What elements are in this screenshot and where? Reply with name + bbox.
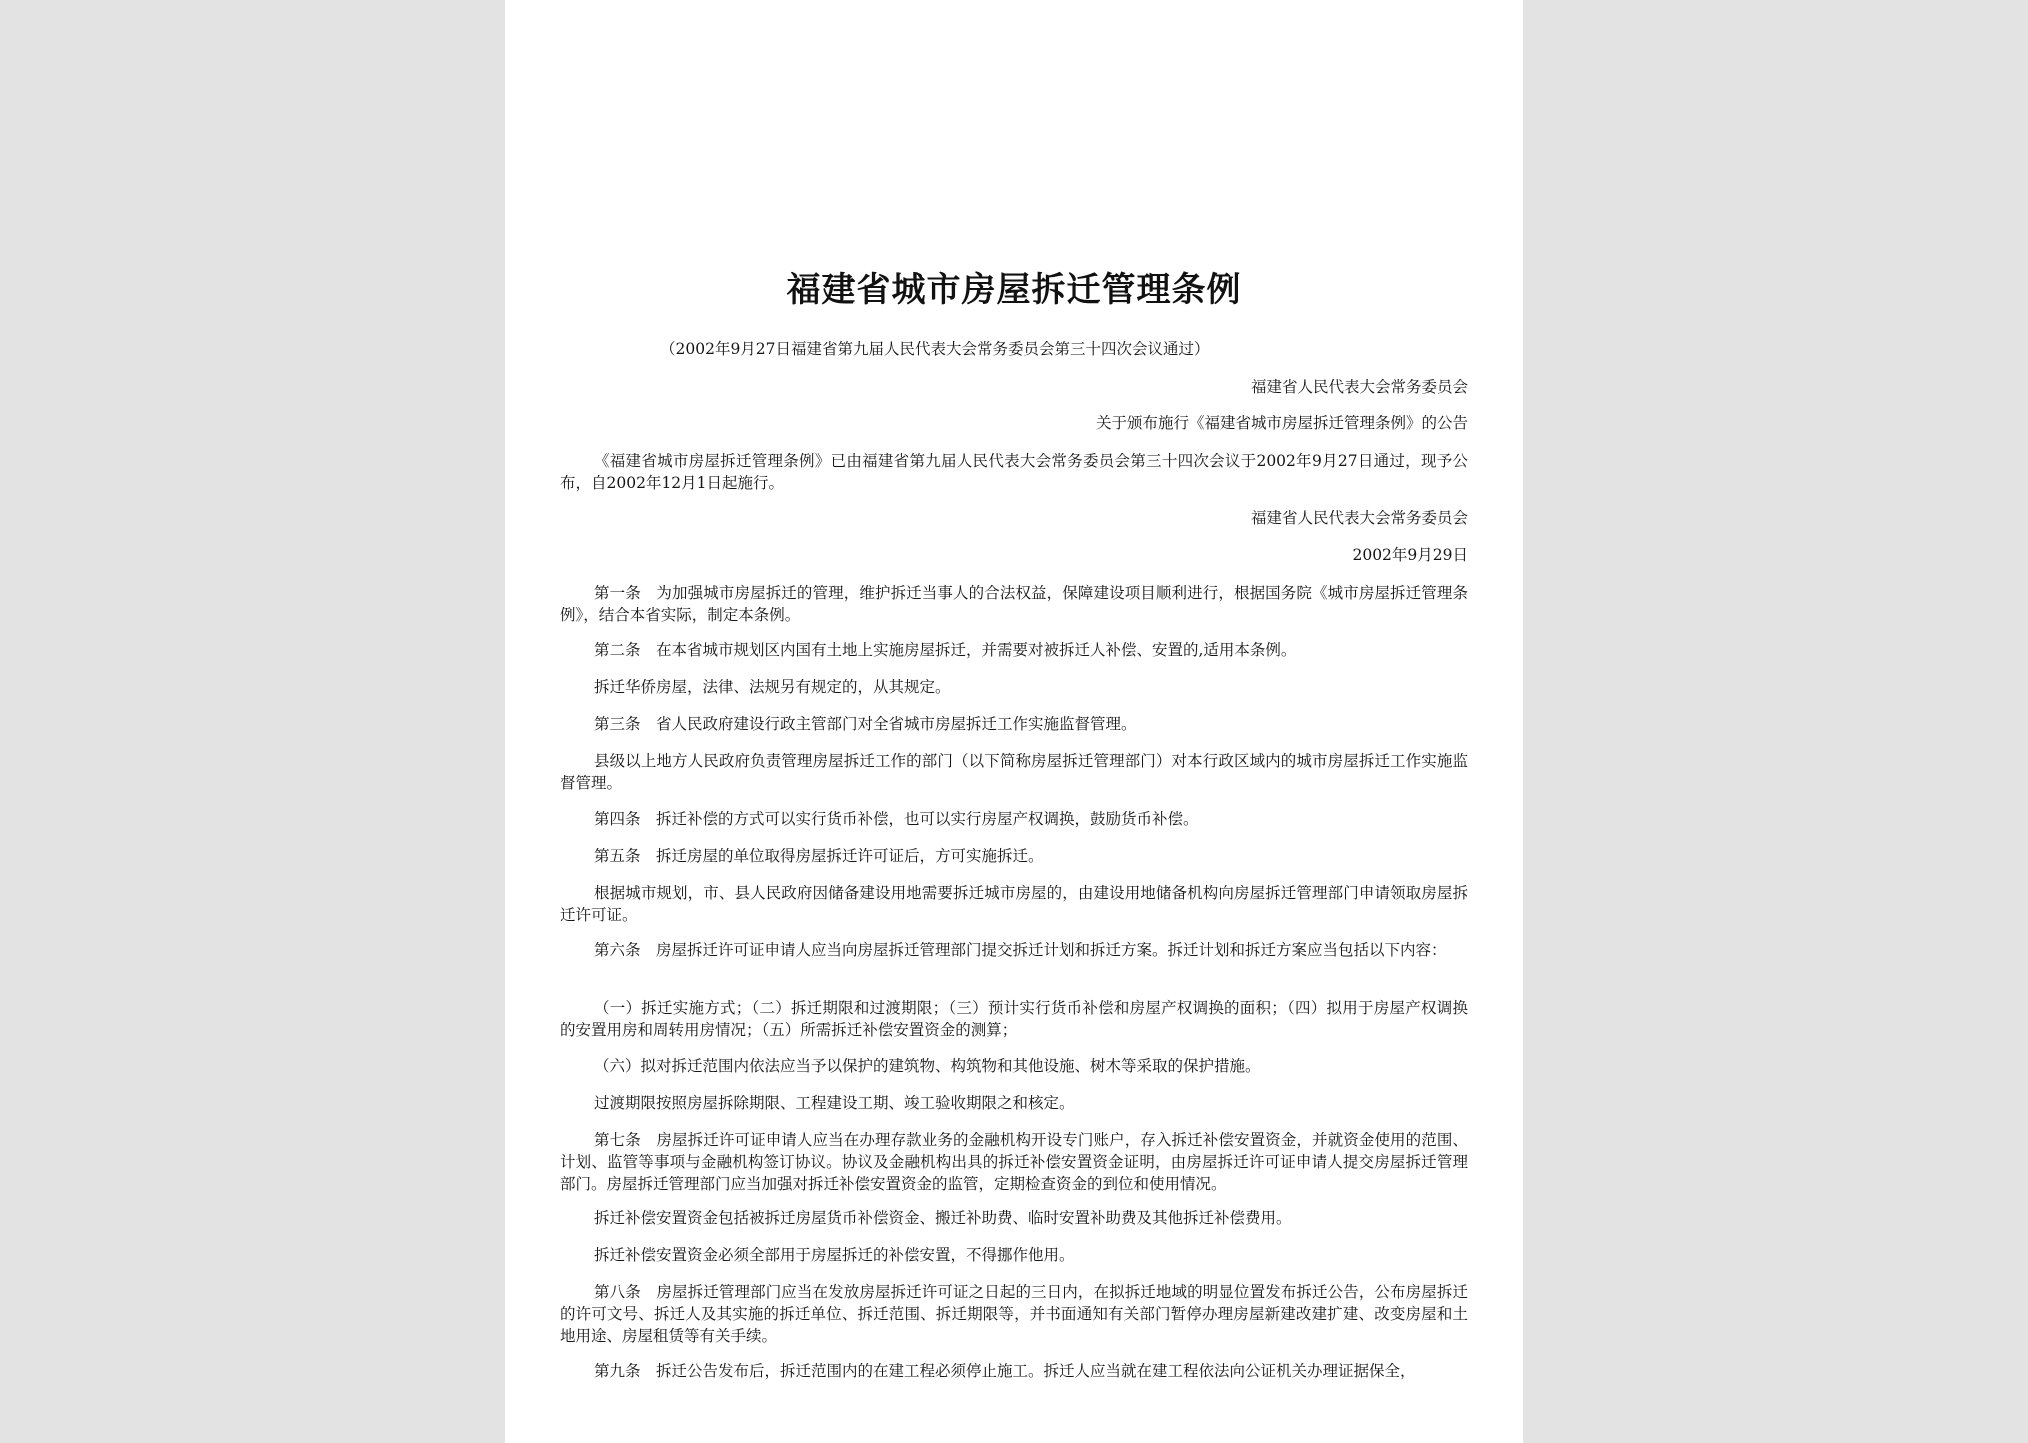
article-paragraph: 根据城市规划，市、县人民政府因储备建设用地需要拆迁城市房屋的，由建设用地储备机构向房屋拆迁管理部门申请领取房屋拆迁许可证。 <box>560 884 1468 924</box>
article-paragraph: 拆迁华侨房屋，法律、法规另有规定的，从其规定。 <box>594 678 951 696</box>
article-paragraph: （一）拆迁实施方式；（二）拆迁期限和过渡期限；（三）预计实行货币补偿和房屋产权调换的面积；（四）拟用于房屋产权调换的安置用房和周转用房情况；（五）所需拆迁补偿安置资金的测算； <box>560 999 1468 1039</box>
issuer-signature: 福建省人民代表大会常务委员会 <box>1250 509 1468 527</box>
article-paragraph: 第四条 拆迁补偿的方式可以实行货币补偿，也可以实行房屋产权调换，鼓励货币补偿。 <box>594 810 1199 828</box>
article-paragraph: （六）拟对拆迁范围内依法应当予以保护的建筑物、构筑物和其他设施、树木等采取的保护措施。 <box>594 1057 1261 1075</box>
document-title: 福建省城市房屋拆迁管理条例 <box>786 270 1242 310</box>
announcement-title: 关于颁布施行《福建省城市房屋拆迁管理条例》的公告 <box>1095 414 1468 432</box>
article-paragraph: 过渡期限按照房屋拆除期限、工程建设工期、竣工验收期限之和核定。 <box>594 1094 1075 1112</box>
announcement-text: 《福建省城市房屋拆迁管理条例》已由福建省第九届人民代表大会常务委员会第三十四次会议于2002年9月27日通过，现予公布，自2002年12月1日起施行。 <box>560 452 1468 492</box>
document-page <box>505 0 1523 1443</box>
article-paragraph: 第五条 拆迁房屋的单位取得房屋拆迁许可证后，方可实施拆迁。 <box>594 847 1044 865</box>
article-paragraph: 第七条 房屋拆迁许可证申请人应当在办理存款业务的金融机构开设专门账户，存入拆迁补偿安置资金，并就资金使用的范围、计划、监管等事项与金融机构签订协议。协议及金融机构出具的拆迁补偿安置资金证明，由房屋拆迁许可证申请人提交房屋拆迁管理部门。房屋拆迁管理部门应当加强对拆迁补偿安置资金的监管，定期检查资金的到位和使用情况。 <box>560 1131 1468 1193</box>
article-paragraph: 县级以上地方人民政府负责管理房屋拆迁工作的部门（以下简称房屋拆迁管理部门）对本行政区域内的城市房屋拆迁工作实施监督管理。 <box>560 752 1468 792</box>
article-paragraph: 拆迁补偿安置资金必须全部用于房屋拆迁的补偿安置，不得挪作他用。 <box>594 1246 1075 1264</box>
article-paragraph: 拆迁补偿安置资金包括被拆迁房屋货币补偿资金、搬迁补助费、临时安置补助费及其他拆迁补偿费用。 <box>594 1209 1292 1227</box>
article-paragraph: 第一条 为加强城市房屋拆迁的管理，维护拆迁当事人的合法权益，保障建设项目顺利进行，根据国务院《城市房屋拆迁管理条例》，结合本省实际，制定本条例。 <box>560 584 1468 624</box>
article-paragraph: 第九条 拆迁公告发布后，拆迁范围内的在建工程必须停止施工。拆迁人应当就在建工程依法向公证机关办理证据保全， <box>594 1362 1416 1380</box>
issuer-line: 福建省人民代表大会常务委员会 <box>1250 378 1468 396</box>
document-subtitle: （2002年9月27日福建省第九届人民代表大会常务委员会第三十四次会议通过） <box>660 340 1210 358</box>
document-date: 2002年9月29日 <box>1352 546 1468 564</box>
article-paragraph: 第三条 省人民政府建设行政主管部门对全省城市房屋拆迁工作实施监督管理。 <box>594 715 1137 733</box>
article-paragraph: 第六条 房屋拆迁许可证申请人应当向房屋拆迁管理部门提交拆迁计划和拆迁方案。拆迁计划和拆迁方案应当包括以下内容： <box>594 941 1447 959</box>
article-paragraph: 第二条 在本省城市规划区内国有土地上实施房屋拆迁，并需要对被拆迁人补偿、安置的,适用本条例。 <box>594 641 1297 659</box>
article-paragraph: 第八条 房屋拆迁管理部门应当在发放房屋拆迁许可证之日起的三日内，在拟拆迁地域的明显位置发布拆迁公告，公布房屋拆迁的许可文号、拆迁人及其实施的拆迁单位、拆迁范围、拆迁期限等，并书面通知有关部门暂停办理房屋新建改建扩建、改变房屋和土地用途、房屋租赁等有关手续。 <box>560 1283 1468 1345</box>
